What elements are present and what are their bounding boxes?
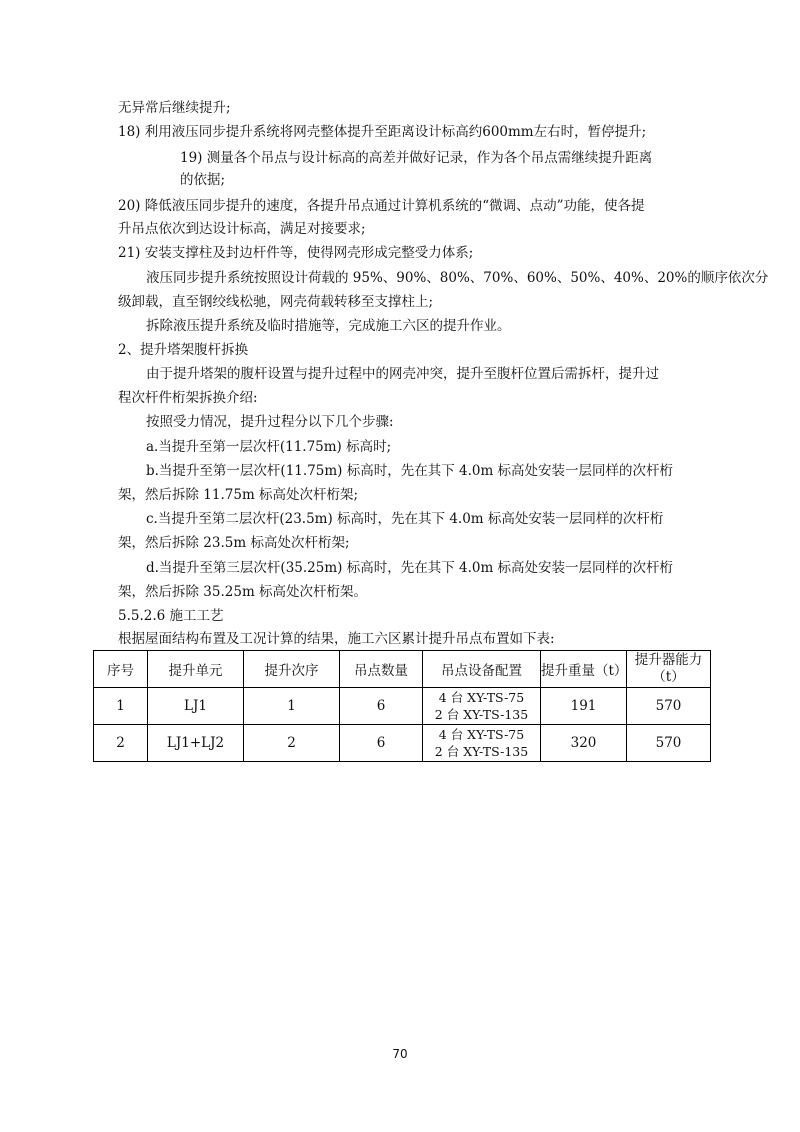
step-a: a.当提升至第一层次杆(11.75m) 标高时; [146, 439, 392, 455]
table-cell [423, 688, 541, 725]
table-cell: 6 [340, 725, 423, 762]
header-cell: 吊点数量 [340, 651, 423, 688]
paragraph-line: 的依据; [180, 172, 226, 188]
table-cell: 2 [244, 725, 340, 762]
table-cell: 1 [244, 688, 340, 725]
equipment-line: 2 台 XY-TS-135 [434, 744, 529, 759]
paragraph-line: 按照受力情况，提升过程分以下几个步骤: [146, 414, 394, 430]
header-cell: 序号 [94, 651, 148, 688]
header-cell: 提升重量（t） [541, 651, 627, 688]
page-number: 70 [392, 1047, 408, 1061]
table-cell: LJ1+LJ2 [148, 725, 244, 762]
step-21: 21) 安装支撑柱及封边杆件等，使得网壳形成完整受力体系; [118, 245, 474, 261]
header-cell: 吊点设备配置 [423, 651, 541, 688]
step-19: 19) 测量各个吊点与设计标高的高差并做好记录，作为各个吊点需继续提升距离 [180, 150, 653, 166]
paragraph-line: 架，然后拆除 23.5m 标高处次杆桁架; [118, 535, 350, 551]
table-cell: 1 [94, 688, 148, 725]
step-c: c.当提升至第二层次杆(23.5m) 标高时，先在其下 4.0m 标高处安装一层同样的次杆桁 [146, 511, 664, 527]
table-cell: LJ1 [148, 688, 244, 725]
paragraph-line: 升吊点依次到达设计标高，满足对接要求; [118, 221, 366, 237]
table-cell: 320 [541, 725, 627, 762]
table-row [94, 688, 711, 725]
section-heading: 5.5.2.6 施工工艺 [118, 608, 224, 624]
paragraph-line: 根据屋面结构布置及工况计算的结果，施工六区累计提升吊点布置如下表: [118, 631, 555, 647]
step-b: b.当提升至第一层次杆(11.75m) 标高时，先在其下 4.0m 标高处安装一层同样的次杆桁 [146, 463, 674, 479]
paragraph-line: 液压同步提升系统按照设计荷载的 95%、90%、80%、70%、60%、50%、40%、20%的顺序依次分 [146, 270, 769, 286]
header-cell-line: （t） [652, 669, 685, 685]
lifting-points-table [93, 650, 711, 762]
step-18: 18) 利用液压同步提升系统将网壳整体提升至距离设计标高约600mm左右时，暂停提升; [118, 124, 647, 140]
table-cell: 2 [94, 725, 148, 762]
table-cell: 191 [541, 688, 627, 725]
paragraph-line: 程次杆件桁架拆换介绍: [118, 390, 258, 406]
header-cell-line: 提升器能力 [634, 652, 703, 668]
header-cell [627, 651, 711, 688]
paragraph-line: 无异常后继续提升; [118, 100, 231, 116]
equipment-line: 2 台 XY-TS-135 [434, 707, 529, 722]
header-cell: 提升次序 [244, 651, 340, 688]
paragraph-line: 拆除液压提升系统及临时措施等，完成施工六区的提升作业。 [146, 318, 511, 334]
step-20: 20) 降低液压同步提升的速度，各提升吊点通过计算机系统的“微调、点动”功能，使各提 [118, 198, 645, 214]
paragraph-line: 架，然后拆除 35.25m 标高处次杆桁架。 [118, 584, 368, 600]
paragraph-line: 级卸载，直至钢绞线松驰，网壳荷载转移至支撑柱上; [118, 294, 434, 310]
paragraph-line: 由于提升塔架的腹杆设置与提升过程中的网壳冲突，提升至腹杆位置后需拆杆，提升过 [146, 366, 659, 382]
paragraph-line: 架，然后拆除 11.75m 标高处次杆桁架; [118, 487, 359, 503]
equipment-line: 4 台 XY-TS-75 [438, 727, 525, 742]
table-cell: 570 [627, 725, 711, 762]
section-heading: 2、提升塔架腹杆拆换 [118, 342, 249, 358]
step-d: d.当提升至第三层次杆(35.25m) 标高时，先在其下 4.0m 标高处安装一层同样的次杆桁 [146, 560, 674, 576]
table-cell: 6 [340, 688, 423, 725]
equipment-line: 4 台 XY-TS-75 [438, 690, 525, 705]
table-header-row [94, 651, 711, 688]
header-cell: 提升单元 [148, 651, 244, 688]
table-cell: 570 [627, 688, 711, 725]
table-cell [423, 725, 541, 762]
table-row [94, 725, 711, 762]
